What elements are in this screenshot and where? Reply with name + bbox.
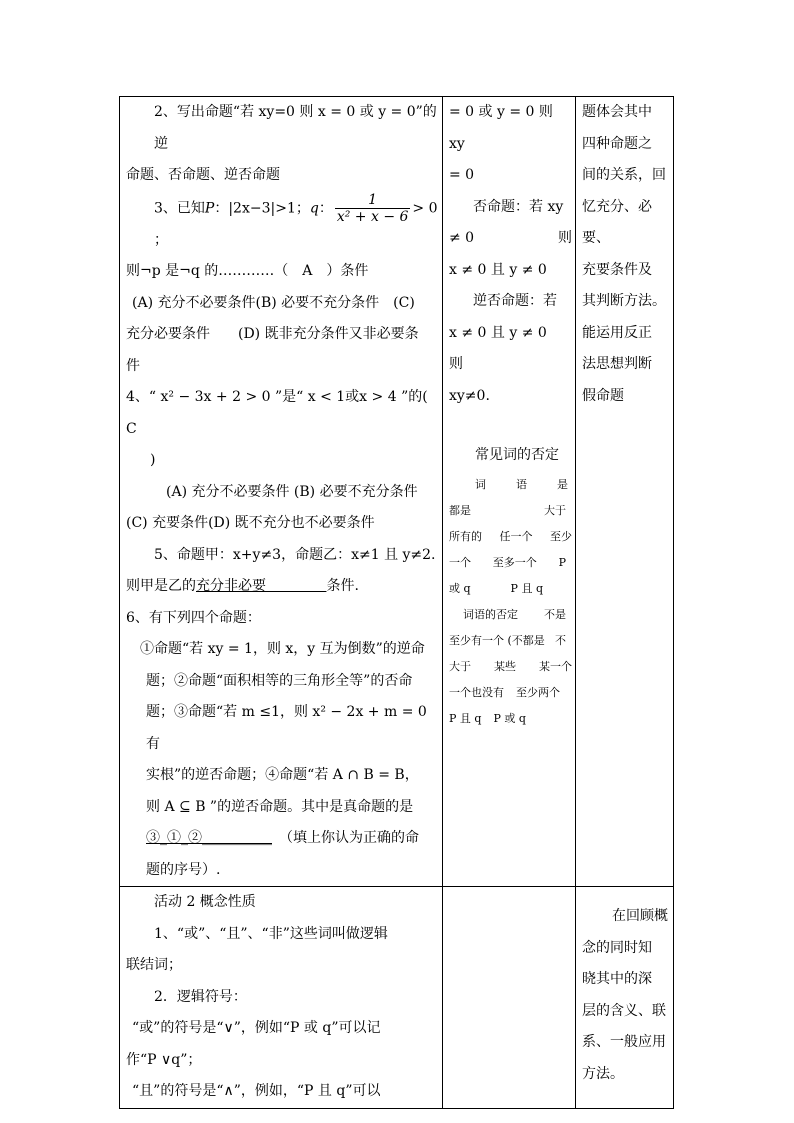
goal-cell bbox=[576, 97, 674, 887]
activity-line: “且”的符号是“∧”，例如，“P 且 q”可以 bbox=[132, 1083, 381, 1099]
word: P 且 q bbox=[510, 581, 543, 595]
q3-fraction bbox=[335, 192, 411, 225]
word: 不 bbox=[555, 633, 566, 647]
activity-line: 1、“或”、“且”、“非”这些词叫做逻辑 bbox=[154, 925, 388, 942]
q3-prefix: 3、已知 bbox=[154, 200, 205, 216]
word: 所有的 bbox=[449, 529, 482, 543]
text-line: 能运用反正 bbox=[582, 324, 652, 341]
text-line: 方法。 bbox=[582, 1065, 624, 1082]
q5-line2 bbox=[126, 571, 439, 603]
text-line: 假命题 bbox=[582, 387, 624, 404]
goal-text bbox=[576, 97, 673, 412]
answer-line: = 0 或 y = 0 则 xy bbox=[449, 104, 553, 152]
q6-tail: （填上你认为正确的命 bbox=[286, 830, 419, 846]
q3-options-2: 充分必要条件 (D) 既非充分条件又非必要条 bbox=[126, 326, 419, 342]
word: 词 bbox=[475, 477, 486, 491]
q6-line5: 实根”的逆否命题；④命题“若 A ∩ B = B， bbox=[146, 767, 419, 783]
word: 或 q bbox=[449, 581, 471, 595]
list-item bbox=[449, 550, 572, 576]
answer-line bbox=[449, 223, 572, 255]
text-line: 其判断方法。 bbox=[582, 293, 666, 309]
list-item bbox=[449, 628, 572, 654]
word: P bbox=[558, 555, 566, 569]
q6-line7 bbox=[126, 823, 439, 855]
text-line: 在回顾概 bbox=[612, 908, 668, 924]
list-item bbox=[449, 472, 572, 498]
word: 大于 bbox=[544, 503, 566, 517]
q3-options-1: (A) 充分不必要条件(B) 必要不充分条件 (C) bbox=[132, 294, 415, 311]
q2-line2: 命题、否命题、逆否命题 bbox=[126, 167, 280, 183]
word: 都是 bbox=[449, 503, 471, 517]
q6-line2: ①命题“若 xy = 1，则 x，y 互为倒数”的逆命 bbox=[140, 641, 425, 657]
list-item bbox=[449, 498, 572, 524]
q3-frac-num: 1 bbox=[335, 192, 411, 209]
q6-line6: 则 A ⊆ B ”的逆否命题。其中是真命题的是 bbox=[146, 798, 414, 815]
activity-cell bbox=[120, 887, 443, 1109]
q3-line2: 则¬p 是¬q 的…………（ A ）条件 bbox=[126, 263, 369, 279]
q4-options-2: (C) 充要条件(D) 既不充分也不必要条件 bbox=[126, 515, 375, 531]
word: 至少两个 bbox=[516, 685, 560, 699]
q2-line1: 2、写出命题“若 xy=0 则 x = 0 或 y = 0”的逆 bbox=[154, 104, 437, 152]
word: 一个 bbox=[449, 555, 471, 569]
word: 某一个 bbox=[539, 659, 572, 673]
answer-line: x ≠ 0 且 y ≠ 0 则 bbox=[449, 324, 561, 372]
word: 一个也没有 bbox=[449, 685, 504, 699]
word: 不是 bbox=[544, 607, 566, 621]
q5-answer: 充分非必要 bbox=[196, 578, 266, 594]
word: 至多一个 bbox=[492, 555, 537, 569]
word: 至少有一个 (不都是 bbox=[449, 633, 545, 647]
text-line: 念的同时知 bbox=[582, 939, 652, 956]
text-line: 间的关系，回 bbox=[582, 167, 666, 183]
list-item bbox=[449, 706, 572, 732]
q6-answer: ③_①_②__________ bbox=[146, 830, 272, 846]
design-intent-cell bbox=[576, 887, 674, 1109]
answer-line: x ≠ 0 且 y ≠ 0 bbox=[449, 261, 547, 278]
list-item bbox=[449, 680, 572, 706]
text-line: 四种命题之 bbox=[582, 135, 652, 152]
q4-options-1: (A) 充分不必要条件 (B) 必要不充分条件 bbox=[166, 483, 418, 500]
q3-frac-den: x² + x − 6 bbox=[336, 208, 409, 225]
activity-title: 活动 2 概念性质 bbox=[154, 894, 256, 910]
word: 任一个 bbox=[499, 529, 533, 543]
q5-text-b: 条件. bbox=[326, 578, 359, 594]
lesson-plan-table bbox=[119, 96, 674, 1109]
activity-line: 作“P ∨q”； bbox=[126, 1051, 202, 1068]
activity-line: 2．逻辑符号： bbox=[154, 988, 247, 1005]
list-item bbox=[449, 576, 572, 602]
q4-line1: 4、“ x² − 3x + 2 > 0 ”是“ x < 1或x > 4 ”的( C bbox=[126, 389, 456, 437]
answer-part: 则 bbox=[558, 230, 572, 246]
word: 语 bbox=[516, 477, 527, 491]
q6-line8: 题的序号）. bbox=[146, 861, 221, 878]
word: P 且 q bbox=[449, 711, 482, 725]
q6-line4: 题；③命题“若 m ≤1，则 x² − 2x + m = 0 有 bbox=[146, 704, 427, 752]
text-line: 层的含义、联 bbox=[582, 1002, 666, 1019]
word: 大于 bbox=[449, 659, 471, 673]
q3-cond: ：|2x−3|>1； bbox=[214, 200, 310, 216]
q3-line1: 3、已知P：|2x−3|>1；q： $\frac{1}{\text{x² + x − 6}}$ > 0 ； bbox=[154, 191, 438, 248]
answer-cell bbox=[443, 97, 576, 887]
list-item bbox=[449, 602, 572, 628]
q3-q: q bbox=[309, 200, 319, 216]
q6-line3: 题；②命题“面积相等的三角形全等”的否命 bbox=[146, 672, 413, 689]
q6-line1: 6、有下列四个命题： bbox=[126, 609, 261, 626]
word: 词语的否定 bbox=[463, 607, 518, 621]
text-line: 法思想判断 bbox=[582, 356, 652, 372]
q3-after: > 0 ； bbox=[154, 200, 438, 248]
text-line: 系、一般应用 bbox=[582, 1034, 666, 1050]
answer-line: 否命题：若 xy bbox=[473, 198, 564, 215]
answer-line: xy≠0. bbox=[449, 387, 490, 404]
answer-line: 逆否命题：若 bbox=[473, 293, 557, 309]
q5-text-a: 则甲是乙的 bbox=[126, 578, 196, 594]
word: P 或 q bbox=[493, 711, 526, 725]
table-row bbox=[120, 887, 674, 1109]
answer-line: = 0 bbox=[449, 167, 475, 183]
table-row bbox=[120, 97, 674, 887]
activity-line: “或”的符号是“∨”，例如“P 或 q”可以记 bbox=[132, 1020, 381, 1036]
design-intent-text bbox=[576, 887, 673, 1090]
q3-options-3: 件 bbox=[126, 357, 140, 374]
answer-part: ≠ 0 bbox=[449, 230, 475, 246]
negation-heading: 常见词的否定 bbox=[475, 447, 559, 463]
exercise-cell bbox=[120, 97, 456, 887]
word: 某些 bbox=[494, 659, 516, 673]
q5-line1: 5、命题甲：x+y≠3，命题乙：x≠1 且 y≠2. bbox=[154, 546, 436, 563]
list-item bbox=[449, 654, 572, 680]
text-line: 题体会其中 bbox=[582, 104, 652, 120]
text-line: 晓其中的深 bbox=[582, 971, 652, 987]
word: 至少 bbox=[550, 529, 572, 543]
q3-p: P bbox=[204, 200, 215, 216]
text-line: 忆充分、必要、 bbox=[582, 198, 652, 246]
empty-cell bbox=[443, 887, 576, 1109]
activity-line: 联结词； bbox=[126, 957, 182, 973]
q4-line2: ) bbox=[150, 452, 156, 468]
text-line: 充要条件及 bbox=[582, 261, 652, 278]
word: 是 bbox=[557, 477, 568, 491]
list-item bbox=[449, 524, 572, 550]
negation-table bbox=[449, 472, 572, 732]
